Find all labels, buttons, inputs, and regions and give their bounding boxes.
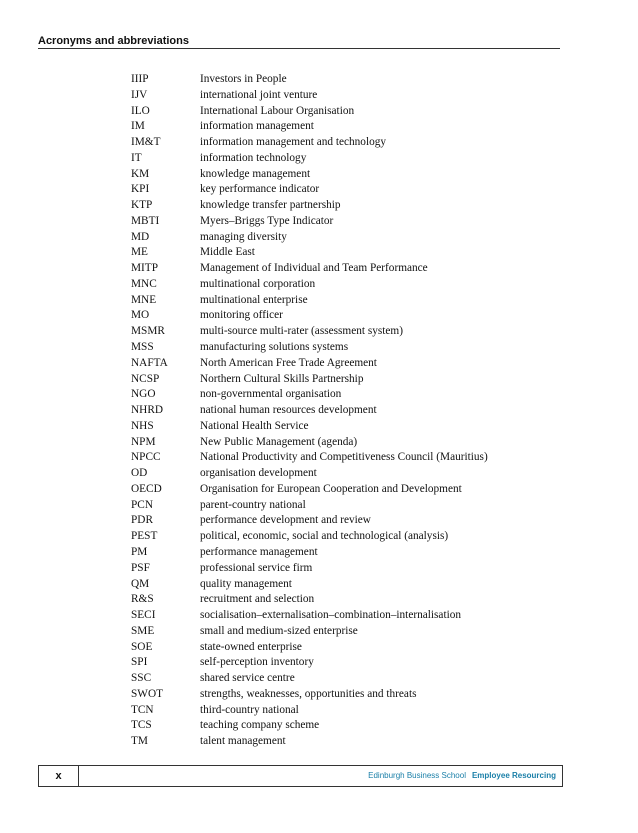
acronym-term: MSMR: [131, 325, 165, 338]
acronym-definition: information technology: [200, 151, 307, 164]
acronym-definition: quality management: [200, 577, 292, 590]
list-item: [131, 340, 561, 356]
page-number: x: [39, 766, 79, 786]
list-item: [131, 104, 561, 120]
acronym-definition: multinational enterprise: [200, 293, 308, 306]
acronym-term: OD: [131, 467, 148, 480]
list-item: [131, 450, 561, 466]
acronym-term: SWOT: [131, 687, 164, 700]
acronym-term: IM: [131, 120, 145, 133]
acronym-definition: New Public Management (agenda): [200, 435, 358, 448]
acronym-term: TCN: [131, 703, 154, 716]
acronym-term: PEST: [131, 530, 158, 543]
acronym-term: PSF: [131, 561, 150, 574]
list-item: [131, 435, 561, 451]
list-item: [131, 561, 561, 577]
acronym-term: SPI: [131, 656, 148, 669]
acronym-definition: professional service firm: [200, 561, 313, 574]
acronym-term: NPM: [131, 435, 156, 448]
book-title: Employee Resourcing: [471, 771, 556, 780]
acronym-term: IJV: [131, 88, 148, 101]
acronym-definition: state-owned enterprise: [200, 640, 302, 653]
list-item: [131, 198, 561, 214]
list-item: [131, 403, 561, 419]
list-item: [131, 308, 561, 324]
acronym-definition: International Labour Organisation: [200, 104, 355, 117]
acronym-definition: political, economic, social and technological (analysis): [200, 530, 449, 543]
list-item: [131, 577, 561, 593]
list-item: [131, 261, 561, 277]
acronym-term: IM&T: [131, 136, 161, 149]
acronym-term: MNC: [131, 277, 157, 290]
acronym-definition: socialisation–externalisation–combination–internalisation: [200, 609, 462, 622]
acronym-term: NHS: [131, 419, 154, 432]
acronym-definition: teaching company scheme: [200, 719, 320, 732]
acronym-term: TM: [131, 735, 148, 748]
acronym-definition: information management: [200, 120, 314, 133]
acronym-definition: self-perception inventory: [200, 656, 314, 669]
acronym-definition: Investors in People: [200, 73, 287, 85]
acronym-term: NPCC: [131, 451, 161, 464]
list-item: [131, 135, 561, 151]
acronym-term: PCN: [131, 498, 153, 511]
acronym-term: PDR: [131, 514, 153, 527]
list-item: [131, 277, 561, 293]
acronym-definition: talent management: [200, 735, 286, 748]
list-item: [131, 167, 561, 183]
acronym-definition: manufacturing solutions systems: [200, 341, 349, 354]
acronym-term: KPI: [131, 183, 150, 196]
acronym-definition: organisation development: [200, 467, 317, 480]
acronym-term: MITP: [131, 262, 158, 275]
acronym-term: IT: [131, 151, 142, 164]
acronym-definition: national human resources development: [200, 404, 377, 417]
list-item: [131, 640, 561, 656]
acronym-definition: Myers–Briggs Type Indicator: [200, 214, 334, 227]
acronym-definition: monitoring officer: [200, 309, 283, 322]
acronym-term: R&S: [131, 593, 154, 606]
list-item: [131, 293, 561, 309]
list-item: [131, 387, 561, 403]
acronym-definition: key performance indicator: [200, 183, 320, 196]
acronym-term: KTP: [131, 199, 153, 212]
acronym-term: NCSP: [131, 372, 160, 385]
acronym-definition: managing diversity: [200, 230, 287, 243]
acronym-definition: information management and technology: [200, 136, 387, 149]
list-item: [131, 498, 561, 514]
list-item: [131, 671, 561, 687]
acronym-term: SOE: [131, 640, 153, 653]
acronym-term: MD: [131, 230, 150, 243]
acronym-definition: parent-country national: [200, 498, 306, 511]
list-item: [131, 230, 561, 246]
publisher-name: Edinburgh Business School: [368, 771, 466, 780]
list-item: [131, 356, 561, 372]
footer-meta: [368, 766, 556, 786]
acronym-term: QM: [131, 577, 150, 590]
list-item: [131, 718, 561, 734]
list-item: [131, 88, 561, 104]
acronym-term: IIIP: [131, 73, 149, 85]
list-item: [131, 182, 561, 198]
acronym-definition: non-governmental organisation: [200, 388, 342, 401]
acronym-term: SSC: [131, 672, 152, 685]
acronym-definition: third-country national: [200, 703, 299, 716]
acronym-definition: Management of Individual and Team Performance: [200, 262, 428, 275]
acronym-definition: performance management: [200, 545, 318, 558]
acronym-definition: strengths, weaknesses, opportunities and threats: [200, 687, 417, 700]
list-item: [131, 151, 561, 167]
acronym-definition: Northern Cultural Skills Partnership: [200, 372, 364, 385]
acronym-definition: National Health Service: [200, 419, 309, 432]
acronym-term: MNE: [131, 293, 157, 306]
acronym-term: MO: [131, 309, 150, 322]
acronym-term: NAFTA: [131, 356, 168, 369]
list-item: [131, 703, 561, 719]
acronym-list: [131, 72, 561, 750]
acronym-definition: multinational corporation: [200, 277, 316, 290]
list-item: [131, 624, 561, 640]
acronym-term: ILO: [131, 104, 150, 117]
list-item: [131, 734, 561, 750]
acronym-definition: shared service centre: [200, 672, 295, 685]
list-item: [131, 482, 561, 498]
list-item: [131, 214, 561, 230]
list-item: [131, 655, 561, 671]
acronym-term: MSS: [131, 341, 154, 354]
list-item: [131, 119, 561, 135]
acronym-definition: North American Free Trade Agreement: [200, 356, 377, 369]
acronym-definition: National Productivity and Competitiveness Council (Mauritius): [200, 451, 488, 464]
acronym-term: PM: [131, 545, 148, 558]
list-item: [131, 466, 561, 482]
list-item: [131, 529, 561, 545]
page-title: Acronyms and abbreviations: [38, 35, 189, 47]
acronym-term: OECD: [131, 482, 162, 495]
acronym-term: TCS: [131, 719, 152, 732]
acronym-term: NHRD: [131, 404, 164, 417]
page-footer: [38, 765, 563, 787]
list-item: [131, 72, 561, 88]
acronym-definition: knowledge management: [200, 167, 311, 180]
acronym-definition: multi-source multi-rater (assessment system): [200, 325, 403, 338]
acronym-term: NGO: [131, 388, 156, 401]
acronym-definition: knowledge transfer partnership: [200, 199, 341, 212]
header-divider: [38, 48, 560, 49]
acronym-definition: performance development and review: [200, 514, 371, 527]
acronym-definition: small and medium-sized enterprise: [200, 624, 358, 637]
acronym-term: SECI: [131, 609, 156, 622]
list-item: [131, 324, 561, 340]
acronym-term: ME: [131, 246, 148, 259]
acronym-definition: international joint venture: [200, 88, 318, 101]
acronym-definition: Organisation for European Cooperation and Development: [200, 482, 462, 495]
list-item: [131, 592, 561, 608]
list-item: [131, 687, 561, 703]
acronym-term: MBTI: [131, 214, 160, 227]
list-item: [131, 545, 561, 561]
acronym-term: KM: [131, 167, 150, 180]
acronym-term: SME: [131, 624, 155, 637]
list-item: [131, 245, 561, 261]
list-item: [131, 513, 561, 529]
acronym-definition: recruitment and selection: [200, 593, 315, 606]
acronym-definition: Middle East: [200, 246, 255, 259]
list-item: [131, 608, 561, 624]
list-item: [131, 372, 561, 388]
list-item: [131, 419, 561, 435]
